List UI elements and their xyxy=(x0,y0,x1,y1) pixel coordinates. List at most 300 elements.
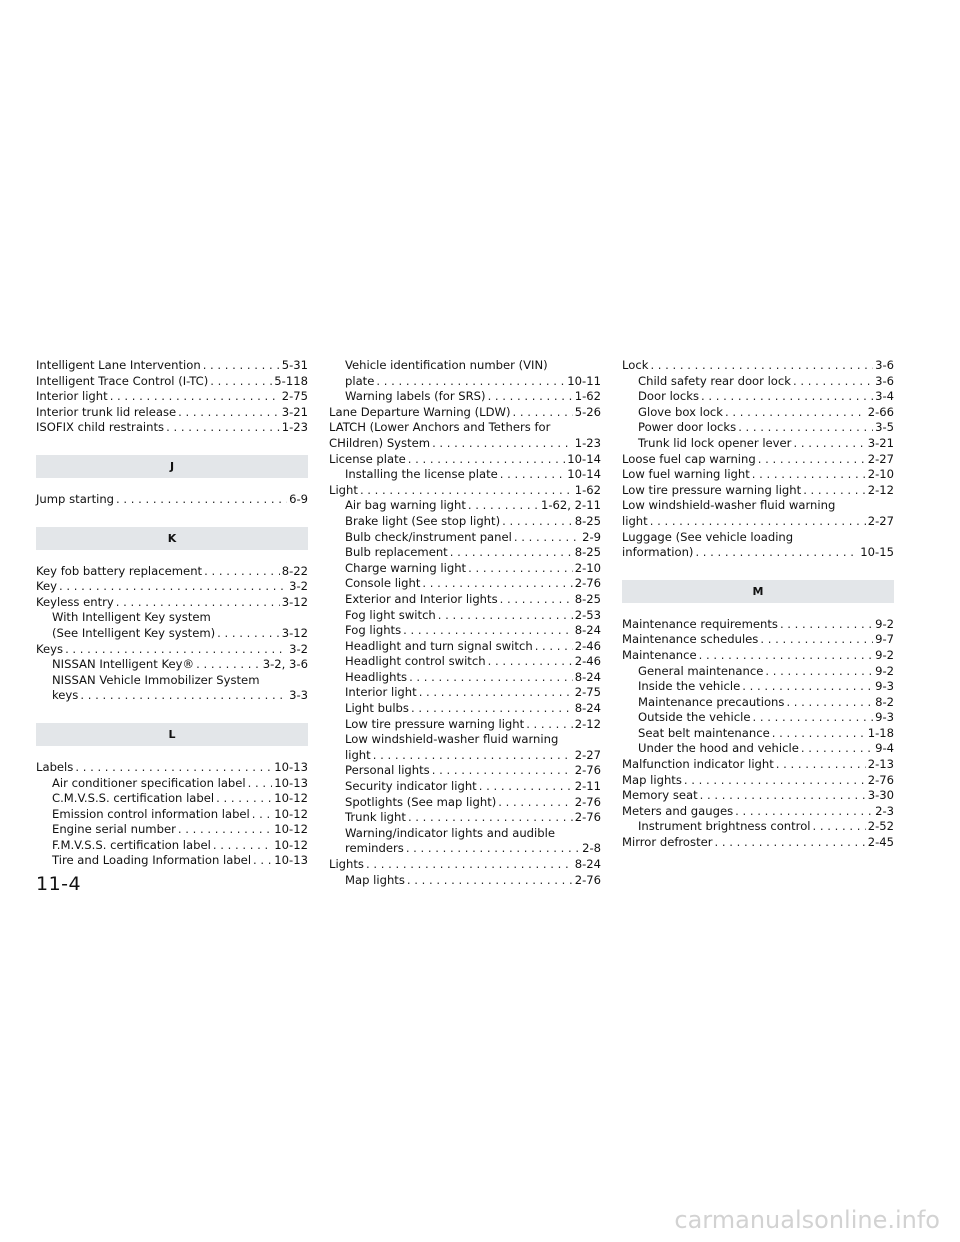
entry-term: (See Intelligent Key system) xyxy=(52,625,216,640)
dot-leader xyxy=(110,389,280,405)
index-entry xyxy=(329,857,601,873)
entry-term: Key xyxy=(36,579,58,594)
entry-page-ref: 8-24 xyxy=(574,701,601,716)
index-entry-line: LATCH (Lower Anchors and Tethers for xyxy=(329,420,551,435)
entry-page-ref: 3-12 xyxy=(281,594,308,609)
entry-page-ref: 3-2, 3-6 xyxy=(262,657,308,672)
entry-term: Inside the vehicle xyxy=(638,679,741,694)
dot-leader xyxy=(793,374,873,390)
entry-term: Headlight control switch xyxy=(345,654,486,669)
entry-page-ref: 3-5 xyxy=(875,420,894,435)
index-subentry xyxy=(36,838,308,854)
entry-term: Interior light xyxy=(36,389,108,404)
dot-leader xyxy=(411,701,573,717)
entry-page-ref: 3-21 xyxy=(867,435,894,450)
entry-term: keys xyxy=(52,688,79,703)
index-subentry xyxy=(329,561,601,577)
dot-leader xyxy=(738,420,873,436)
dot-leader xyxy=(502,514,573,530)
entry-page-ref: 10-13 xyxy=(274,775,308,790)
dot-leader xyxy=(213,838,272,854)
entry-term: Keys xyxy=(36,641,64,656)
index-entry xyxy=(36,492,308,508)
dot-leader xyxy=(514,530,580,546)
entry-page-ref: 9-2 xyxy=(875,647,894,662)
entry-page-ref: 2-9 xyxy=(582,529,601,544)
index-subentry xyxy=(329,810,601,826)
entry-term: Meters and gauges xyxy=(622,803,734,818)
entry-term: light xyxy=(345,747,371,762)
entry-term: Low fuel warning light xyxy=(622,467,750,482)
dot-leader xyxy=(780,617,873,633)
dot-leader xyxy=(65,642,287,658)
index-subentry xyxy=(329,514,601,530)
dot-leader xyxy=(699,648,873,664)
entry-page-ref: 2-76 xyxy=(574,576,601,591)
entry-page-ref: 3-21 xyxy=(281,404,308,419)
dot-leader xyxy=(535,639,573,655)
entry-term: Air conditioner specification label xyxy=(52,775,246,790)
index-entry xyxy=(622,632,894,648)
entry-page-ref: 2-12 xyxy=(574,716,601,731)
index-subentry xyxy=(329,873,601,889)
entry-term: Security indicator light xyxy=(345,779,477,794)
entry-page-ref: 2-45 xyxy=(867,835,894,850)
entry-page-ref: 10-12 xyxy=(274,822,308,837)
dot-leader xyxy=(526,717,573,733)
entry-page-ref: 2-52 xyxy=(867,819,894,834)
index-column-2 xyxy=(329,358,601,888)
entry-page-ref: 3-12 xyxy=(281,625,308,640)
index-entry xyxy=(36,374,308,390)
entry-term: Light xyxy=(329,482,358,497)
entry-page-ref: 3-2 xyxy=(289,579,308,594)
dot-leader xyxy=(178,822,272,838)
entry-term: Lock xyxy=(622,358,649,372)
dot-leader xyxy=(210,374,272,390)
index-entry xyxy=(329,436,601,452)
dot-leader xyxy=(450,545,573,561)
entry-page-ref: 10-13 xyxy=(274,759,308,774)
entry-term: Map lights xyxy=(622,772,682,787)
dot-leader xyxy=(488,654,573,670)
entry-page-ref: 2-8 xyxy=(582,841,601,856)
entry-page-ref: 10-11 xyxy=(567,373,601,388)
entry-term: Light bulbs xyxy=(345,701,409,716)
dot-leader xyxy=(204,564,280,580)
dot-leader xyxy=(116,492,287,508)
entry-page-ref: 3-3 xyxy=(289,688,308,703)
section-letter: K xyxy=(167,531,177,545)
index-entry xyxy=(329,405,601,421)
page-number: 11-4 xyxy=(36,873,82,895)
entry-page-ref: 9-3 xyxy=(875,679,894,694)
entry-term: Maintenance xyxy=(622,647,697,662)
index-entry xyxy=(329,452,601,468)
dot-leader xyxy=(366,857,573,873)
entry-term: Air bag warning light xyxy=(345,498,466,513)
entry-term: Bulb replacement xyxy=(345,545,448,560)
entry-term: General maintenance xyxy=(638,663,764,678)
index-entry xyxy=(622,467,894,483)
dot-leader xyxy=(500,467,566,483)
dot-leader xyxy=(488,389,573,405)
entry-page-ref: 2-75 xyxy=(281,389,308,404)
dot-leader xyxy=(166,420,280,436)
dot-leader xyxy=(803,483,866,499)
entry-page-ref: 2-3 xyxy=(875,803,894,818)
section-letter: J xyxy=(169,459,175,473)
dot-leader xyxy=(116,595,280,611)
section-header-j xyxy=(36,455,308,478)
entry-term: Seat belt maintenance xyxy=(638,725,770,740)
index-entry xyxy=(36,595,308,611)
entry-term: Instrument brightness control xyxy=(638,819,811,834)
index-entry-line: Low windshield-washer fluid warning xyxy=(345,732,559,747)
dot-leader xyxy=(700,788,866,804)
dot-leader xyxy=(432,763,573,779)
section-letter: L xyxy=(168,727,176,741)
index-subentry xyxy=(329,374,601,390)
entry-term: Exterior and Interior lights xyxy=(345,591,498,606)
entry-term: Glove box lock xyxy=(638,404,724,419)
dot-leader xyxy=(407,873,573,889)
entry-term: Installing the license plate xyxy=(345,467,498,482)
index-subentry xyxy=(329,467,601,483)
index-entry xyxy=(622,514,894,530)
entry-page-ref: 8-24 xyxy=(574,669,601,684)
index-entry-line: With Intelligent Key system xyxy=(52,610,211,625)
index-subentry xyxy=(329,608,601,624)
entry-page-ref: 1-23 xyxy=(281,420,308,435)
entry-page-ref: 2-76 xyxy=(574,872,601,887)
index-subentry xyxy=(622,679,894,695)
dot-leader xyxy=(650,514,866,530)
entry-page-ref: 10-15 xyxy=(860,545,894,560)
entry-page-ref: 10-13 xyxy=(274,853,308,868)
index-entry-line: Luggage (See vehicle loading xyxy=(622,529,794,544)
entry-term: Low tire pressure warning light xyxy=(622,482,802,497)
section-header-l xyxy=(36,723,308,746)
index-entry xyxy=(36,358,308,374)
entry-term: Personal lights xyxy=(345,763,430,778)
index-subentry xyxy=(329,685,601,701)
entry-page-ref: 1-23 xyxy=(574,435,601,450)
index-entry xyxy=(622,835,894,851)
dot-leader xyxy=(422,576,572,592)
entry-term: Interior trunk lid release xyxy=(36,404,177,419)
index-subentry xyxy=(329,639,601,655)
index-entry xyxy=(36,579,308,595)
index-subentry xyxy=(329,670,601,686)
dot-leader xyxy=(419,685,573,701)
index-entry xyxy=(622,483,894,499)
entry-term: Mirror defroster xyxy=(622,835,713,850)
dot-leader xyxy=(695,545,858,561)
index-entry xyxy=(622,617,894,633)
dot-leader xyxy=(376,374,565,390)
entry-page-ref: 9-4 xyxy=(875,741,894,756)
entry-term: plate xyxy=(345,373,375,388)
index-subentry xyxy=(622,420,894,436)
entry-term: Loose fuel cap warning xyxy=(622,451,756,466)
entry-page-ref: 1-18 xyxy=(867,725,894,740)
entry-term: Tire and Loading Information label xyxy=(52,853,252,868)
entry-page-ref: 2-66 xyxy=(867,404,894,419)
entry-page-ref: 2-76 xyxy=(574,763,601,778)
index-entry xyxy=(36,760,308,776)
index-column-1 xyxy=(36,358,308,869)
section-header-m xyxy=(622,580,894,603)
entry-term: Power door locks xyxy=(638,420,737,435)
index-subentry xyxy=(329,701,601,717)
entry-page-ref: 6-9 xyxy=(289,491,308,506)
entry-term: Lights xyxy=(329,857,364,871)
entry-term: Trunk lid lock opener lever xyxy=(638,435,792,450)
entry-term: Low tire pressure warning light xyxy=(345,716,525,731)
entry-term: CHildren) System xyxy=(329,435,431,450)
entry-page-ref: 3-30 xyxy=(867,788,894,803)
entry-term: Malfunction indicator light xyxy=(622,757,774,772)
dot-leader xyxy=(248,776,273,792)
entry-page-ref: 10-12 xyxy=(274,806,308,821)
index-subentry xyxy=(329,576,601,592)
dot-leader xyxy=(196,657,261,673)
dot-leader xyxy=(752,467,866,483)
index-subentry xyxy=(329,654,601,670)
dot-leader xyxy=(216,791,272,807)
entry-term: Map lights xyxy=(345,872,405,887)
entry-term: Outside the vehicle xyxy=(638,710,751,725)
dot-leader xyxy=(772,726,866,742)
index-subentry xyxy=(329,623,601,639)
dot-leader xyxy=(80,688,287,704)
dot-leader xyxy=(408,810,573,826)
entry-page-ref: 8-22 xyxy=(281,563,308,578)
dot-leader xyxy=(468,498,539,514)
entry-term: Console light xyxy=(345,576,421,591)
entry-term: reminders xyxy=(345,841,404,856)
entry-page-ref: 8-24 xyxy=(574,857,601,871)
index-subentry xyxy=(36,853,308,869)
entry-page-ref: 2-13 xyxy=(867,757,894,772)
entry-page-ref: 9-3 xyxy=(875,710,894,725)
index-subentry xyxy=(329,389,601,405)
entry-term: Brake light (See stop light) xyxy=(345,513,501,528)
dot-leader xyxy=(650,358,873,374)
index-subentry xyxy=(622,695,894,711)
entry-page-ref: 8-25 xyxy=(574,545,601,560)
entry-term: Child safety rear door lock xyxy=(638,373,791,388)
dot-leader xyxy=(813,819,866,835)
dot-leader xyxy=(776,757,866,773)
entry-term: Fog light switch xyxy=(345,607,436,622)
entry-page-ref: 10-14 xyxy=(567,467,601,482)
index-subentry xyxy=(622,726,894,742)
entry-page-ref: 2-75 xyxy=(574,685,601,700)
index-entry-line: Vehicle identification number (VIN) xyxy=(345,358,548,372)
entry-page-ref: 1-62 xyxy=(574,389,601,404)
index-subentry xyxy=(36,822,308,838)
section-header-k xyxy=(36,527,308,550)
index-subentry xyxy=(36,791,308,807)
entry-page-ref: 2-46 xyxy=(574,638,601,653)
index-subentry xyxy=(329,795,601,811)
index-subentry xyxy=(622,436,894,452)
entry-page-ref: 2-27 xyxy=(574,747,601,762)
index-subentry xyxy=(36,807,308,823)
dot-leader xyxy=(373,748,573,764)
index-subentry xyxy=(36,626,308,642)
dot-leader xyxy=(178,405,280,421)
entry-page-ref: 10-14 xyxy=(567,451,601,466)
entry-term: Trunk light xyxy=(345,810,406,825)
entry-page-ref: 8-25 xyxy=(574,513,601,528)
dot-leader xyxy=(801,741,873,757)
dot-leader xyxy=(498,795,572,811)
index-subentry xyxy=(622,664,894,680)
entry-page-ref: 2-10 xyxy=(574,560,601,575)
index-entry xyxy=(622,545,894,561)
index-subentry xyxy=(329,748,601,764)
entry-page-ref: 8-25 xyxy=(574,591,601,606)
entry-page-ref: 1-62, 2-11 xyxy=(541,498,601,513)
index-subentry xyxy=(329,530,601,546)
entry-term: Fog lights xyxy=(345,623,402,638)
index-column-3 xyxy=(622,358,894,851)
index-entry xyxy=(622,773,894,789)
entry-page-ref: 9-7 xyxy=(875,632,894,647)
entry-term: Headlight and turn signal switch xyxy=(345,638,533,653)
dot-leader xyxy=(479,779,573,795)
dot-leader xyxy=(701,389,873,405)
index-subentry xyxy=(36,688,308,704)
index-entry xyxy=(622,648,894,664)
index-entry xyxy=(622,452,894,468)
entry-term: F.M.V.S.S. certification label xyxy=(52,837,211,852)
dot-leader xyxy=(468,561,573,577)
index-entry xyxy=(622,788,894,804)
entry-page-ref: 9-2 xyxy=(875,663,894,678)
index-entry-line: Low windshield-washer fluid warning xyxy=(622,498,836,513)
entry-term: Intelligent Trace Control (I-TC) xyxy=(36,373,209,388)
dot-leader xyxy=(793,436,865,452)
index-entry xyxy=(36,420,308,436)
entry-page-ref: 5-31 xyxy=(281,358,308,372)
entry-page-ref: 2-46 xyxy=(574,654,601,669)
index-subentry xyxy=(329,779,601,795)
watermark[interactable]: carmanualsonline.info xyxy=(674,1206,940,1234)
dot-leader xyxy=(406,841,580,857)
entry-page-ref: 2-27 xyxy=(867,513,894,528)
index-entry-line: Warning/indicator lights and audible xyxy=(345,825,555,840)
index-subentry xyxy=(622,374,894,390)
entry-page-ref: 2-76 xyxy=(574,810,601,825)
index-subentry xyxy=(329,763,601,779)
entry-term: License plate xyxy=(329,451,406,466)
index-subentry xyxy=(329,498,601,514)
index-entry xyxy=(36,642,308,658)
entry-term: Interior light xyxy=(345,685,417,700)
index-entry xyxy=(622,757,894,773)
dot-leader xyxy=(360,483,573,499)
entry-term: NISSAN Intelligent Key® xyxy=(52,657,195,672)
entry-page-ref: 1-62 xyxy=(574,482,601,497)
dot-leader xyxy=(217,626,280,642)
dot-leader xyxy=(765,664,873,680)
dot-leader xyxy=(403,623,573,639)
dot-leader xyxy=(760,632,873,648)
entry-term: C.M.V.S.S. certification label xyxy=(52,791,215,806)
index-entry xyxy=(622,358,894,374)
entry-term: information) xyxy=(622,545,694,560)
section-letter: M xyxy=(752,584,764,598)
dot-leader xyxy=(59,579,287,595)
entry-term: Spotlights (See map light) xyxy=(345,794,497,809)
entry-term: Jump starting xyxy=(36,491,115,506)
dot-leader xyxy=(786,695,873,711)
entry-page-ref: 10-12 xyxy=(274,837,308,852)
entry-term: Maintenance precautions xyxy=(638,694,785,709)
index-subentry xyxy=(622,741,894,757)
index-entry xyxy=(622,804,894,820)
entry-page-ref: 10-12 xyxy=(274,791,308,806)
index-entry xyxy=(36,564,308,580)
entry-page-ref: 3-6 xyxy=(875,358,894,372)
entry-term: Charge warning light xyxy=(345,560,467,575)
entry-term: Under the hood and vehicle xyxy=(638,741,799,756)
index-entry xyxy=(36,405,308,421)
index-entry-line: NISSAN Vehicle Immobilizer System xyxy=(52,672,260,687)
entry-page-ref: 2-53 xyxy=(574,607,601,622)
dot-leader xyxy=(684,773,866,789)
index-subentry xyxy=(36,776,308,792)
index-subentry xyxy=(622,405,894,421)
entry-page-ref: 3-6 xyxy=(875,373,894,388)
index-subentry xyxy=(329,841,601,857)
entry-term: light xyxy=(622,513,648,528)
dot-leader xyxy=(725,405,866,421)
entry-page-ref: 8-2 xyxy=(875,694,894,709)
entry-page-ref: 3-4 xyxy=(875,389,894,404)
entry-term: Lane Departure Warning (LDW) xyxy=(329,404,511,419)
entry-term: Memory seat xyxy=(622,788,698,803)
entry-term: Bulb check/instrument panel xyxy=(345,529,512,544)
index-subentry xyxy=(36,657,308,673)
dot-leader xyxy=(500,592,573,608)
dot-leader xyxy=(203,358,280,374)
index-subentry xyxy=(329,592,601,608)
dot-leader xyxy=(432,436,573,452)
entry-term: Key fob battery replacement xyxy=(36,563,203,578)
entry-page-ref: 2-11 xyxy=(574,779,601,794)
dot-leader xyxy=(253,853,272,869)
entry-term: Warning labels (for SRS) xyxy=(345,389,486,404)
entry-page-ref: 2-27 xyxy=(867,451,894,466)
entry-term: Emission control information label xyxy=(52,806,250,821)
entry-page-ref: 2-10 xyxy=(867,467,894,482)
index-subentry xyxy=(329,545,601,561)
dot-leader xyxy=(252,807,273,823)
dot-leader xyxy=(513,405,573,421)
index-subentry xyxy=(622,389,894,405)
dot-leader xyxy=(438,608,573,624)
dot-leader xyxy=(742,679,873,695)
entry-term: Maintenance requirements xyxy=(622,616,778,631)
dot-leader xyxy=(735,804,873,820)
entry-term: Door locks xyxy=(638,389,700,404)
dot-leader xyxy=(752,710,873,726)
